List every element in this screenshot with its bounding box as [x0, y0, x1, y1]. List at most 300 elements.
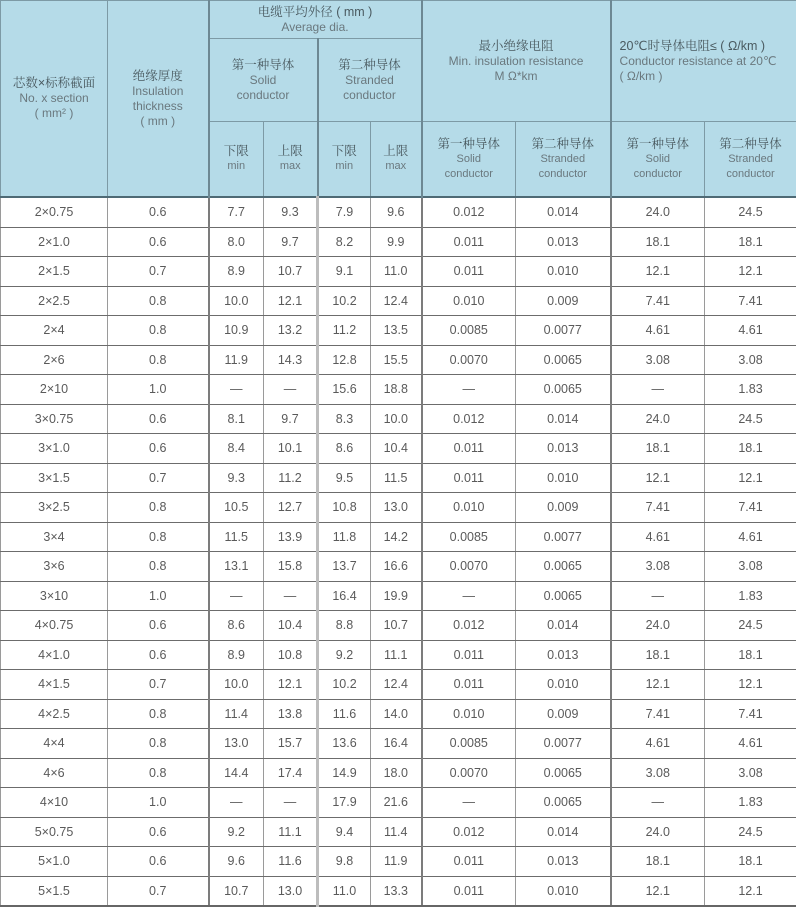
cell-insulation-thickness: 0.8 [108, 699, 209, 729]
cell-min-ins-res-solid: 0.011 [422, 257, 516, 287]
header-stranded-min [318, 122, 371, 198]
cell-stranded-dia-min: 11.8 [318, 522, 371, 552]
header-dia-stranded-en1: Stranded [345, 72, 394, 87]
cell-stranded-dia-max: 9.6 [371, 197, 422, 227]
cell-insulation-thickness: 0.8 [108, 493, 209, 523]
cell-insulation-thickness: 0.6 [108, 817, 209, 847]
cell-solid-dia-max: 17.4 [264, 758, 318, 788]
table-row [1, 699, 796, 729]
cell-min-ins-res-stranded: 0.010 [516, 463, 611, 493]
cell-min-ins-res-solid: 0.0070 [422, 345, 516, 375]
table-row [1, 463, 796, 493]
header-section-unit: ( mm² ) [34, 106, 74, 120]
cell-solid-dia-min: 10.0 [209, 286, 264, 316]
cell-cond-res-stranded: 1.83 [705, 375, 796, 405]
header-max-en: max [279, 160, 301, 172]
cell-cond-res-stranded: 7.41 [705, 493, 796, 523]
cell-section: 4×1.5 [1, 670, 108, 700]
cell-solid-dia-min: 9.6 [209, 847, 264, 877]
cell-solid-dia-min: 7.7 [209, 197, 264, 227]
table-row [1, 375, 796, 405]
cell-section: 3×1.5 [1, 463, 108, 493]
header-section-en: No. x section [19, 91, 89, 105]
table-row [1, 581, 796, 611]
cell-section: 4×0.75 [1, 611, 108, 641]
header-cond-res-stranded-en1: Stranded [728, 152, 773, 165]
cell-stranded-dia-min: 11.6 [318, 699, 371, 729]
cell-cond-res-solid: 18.1 [611, 640, 705, 670]
cell-insulation-thickness: 1.0 [108, 788, 209, 818]
cell-section: 3×0.75 [1, 404, 108, 434]
header-ins-res-solid [422, 122, 516, 198]
cell-stranded-dia-max: 18.8 [371, 375, 422, 405]
cell-cond-res-solid: 12.1 [611, 670, 705, 700]
cell-stranded-dia-max: 11.5 [371, 463, 422, 493]
cell-stranded-dia-min: 8.8 [318, 611, 371, 641]
header-ins-res-solid-zh: 第一种导体 [437, 136, 501, 151]
header-solid-max [264, 122, 318, 198]
table-row [1, 729, 796, 759]
cell-min-ins-res-stranded: 0.0065 [516, 375, 611, 405]
cell-min-ins-res-solid: — [422, 788, 516, 818]
cell-insulation-thickness: 0.6 [108, 611, 209, 641]
header-cond-res-solid-en2: conductor [633, 167, 682, 180]
cell-min-ins-res-stranded: 0.013 [516, 847, 611, 877]
cell-solid-dia-max: 11.6 [264, 847, 318, 877]
cell-section: 3×6 [1, 552, 108, 582]
cell-section: 3×4 [1, 522, 108, 552]
header-ins-res-stranded-zh: 第二种导体 [531, 136, 595, 151]
header-min-ins-res-unit: M Ω*km [494, 68, 538, 83]
cell-cond-res-solid: 24.0 [611, 817, 705, 847]
cell-stranded-dia-min: 9.2 [318, 640, 371, 670]
cell-section: 4×4 [1, 729, 108, 759]
cell-stranded-dia-max: 12.4 [371, 286, 422, 316]
cell-solid-dia-min: — [209, 788, 264, 818]
cell-cond-res-stranded: 24.5 [705, 197, 796, 227]
cell-solid-dia-max: 10.4 [264, 611, 318, 641]
cell-min-ins-res-solid: — [422, 375, 516, 405]
cell-min-ins-res-solid: 0.012 [422, 197, 516, 227]
header-cond-res-stranded-en2: conductor [726, 167, 775, 180]
cell-insulation-thickness: 0.6 [108, 434, 209, 464]
cell-cond-res-solid: 12.1 [611, 257, 705, 287]
cell-stranded-dia-min: 13.7 [318, 552, 371, 582]
cell-solid-dia-max: 13.2 [264, 316, 318, 346]
cell-min-ins-res-solid: 0.012 [422, 817, 516, 847]
header-ins-res-stranded-en1: Stranded [540, 152, 586, 165]
header-cond-res-unit: ( Ω/km ) [619, 68, 663, 83]
cell-min-ins-res-solid: 0.012 [422, 611, 516, 641]
cell-cond-res-stranded: 7.41 [705, 699, 796, 729]
cell-solid-dia-min: 8.0 [209, 227, 264, 257]
cell-stranded-dia-min: 16.4 [318, 581, 371, 611]
table-row [1, 197, 796, 227]
header-ins-res-stranded [516, 122, 611, 198]
cell-min-ins-res-solid: 0.011 [422, 463, 516, 493]
cell-stranded-dia-max: 16.6 [371, 552, 422, 582]
cell-cond-res-stranded: 7.41 [705, 286, 796, 316]
cell-cond-res-stranded: 4.61 [705, 729, 796, 759]
header-insulation [108, 1, 209, 198]
cell-solid-dia-min: 10.0 [209, 670, 264, 700]
cell-solid-dia-max: 15.8 [264, 552, 318, 582]
table-row [1, 876, 796, 906]
header-cond-res-solid [611, 122, 705, 198]
cell-solid-dia-max: 12.1 [264, 286, 318, 316]
header-min-zh: 下限 [223, 144, 249, 158]
header-cond-res-solid-zh: 第一种导体 [626, 136, 690, 151]
cell-section: 2×1.0 [1, 227, 108, 257]
header-avg-dia-en: Average dia. [281, 19, 349, 34]
table-body [1, 197, 796, 906]
cell-solid-dia-max: 13.0 [264, 876, 318, 906]
cell-min-ins-res-stranded: 0.0065 [516, 552, 611, 582]
cell-solid-dia-min: 11.9 [209, 345, 264, 375]
cell-solid-dia-max: 13.9 [264, 522, 318, 552]
header-insulation-unit: ( mm ) [140, 113, 176, 128]
cell-min-ins-res-solid: 0.012 [422, 404, 516, 434]
cell-insulation-thickness: 0.6 [108, 197, 209, 227]
cell-cond-res-stranded: 12.1 [705, 670, 796, 700]
header-insulation-en1: Insulation [132, 83, 184, 98]
header-dia-stranded [318, 39, 422, 122]
cell-min-ins-res-solid: 0.011 [422, 876, 516, 906]
table-row [1, 316, 796, 346]
cell-cond-res-solid: 18.1 [611, 847, 705, 877]
header-max-en: max [385, 160, 407, 172]
header-dia-stranded-en2: conductor [343, 87, 396, 102]
cell-cond-res-solid: 4.61 [611, 729, 705, 759]
cell-solid-dia-max: 11.1 [264, 817, 318, 847]
cell-stranded-dia-max: 21.6 [371, 788, 422, 818]
cell-min-ins-res-stranded: 0.009 [516, 286, 611, 316]
table-row [1, 847, 796, 877]
table-row [1, 817, 796, 847]
table-row [1, 257, 796, 287]
cell-stranded-dia-max: 10.0 [371, 404, 422, 434]
cell-min-ins-res-stranded: 0.0077 [516, 522, 611, 552]
header-solid-min [209, 122, 264, 198]
header-average-dia [209, 1, 422, 39]
cell-solid-dia-min: 11.5 [209, 522, 264, 552]
cell-insulation-thickness: 0.7 [108, 876, 209, 906]
cell-min-ins-res-stranded: 0.009 [516, 493, 611, 523]
cell-min-ins-res-stranded: 0.0065 [516, 758, 611, 788]
table-row [1, 758, 796, 788]
cell-insulation-thickness: 0.8 [108, 286, 209, 316]
cell-cond-res-stranded: 12.1 [705, 257, 796, 287]
table-header [1, 1, 796, 198]
cell-stranded-dia-max: 12.4 [371, 670, 422, 700]
header-max-zh: 上限 [277, 144, 303, 158]
table-row [1, 404, 796, 434]
cell-section: 2×4 [1, 316, 108, 346]
cell-cond-res-stranded: 3.08 [705, 552, 796, 582]
cell-section: 5×0.75 [1, 817, 108, 847]
table-row [1, 434, 796, 464]
cell-cond-res-stranded: 24.5 [705, 404, 796, 434]
header-avg-dia-zh: 电缆平均外径 ( mm ) [257, 4, 373, 19]
header-cond-res-solid-en1: Solid [645, 152, 671, 165]
cell-stranded-dia-max: 11.1 [371, 640, 422, 670]
cell-min-ins-res-solid: 0.010 [422, 286, 516, 316]
cell-stranded-dia-min: 15.6 [318, 375, 371, 405]
cell-insulation-thickness: 0.7 [108, 670, 209, 700]
cell-solid-dia-min: 9.3 [209, 463, 264, 493]
header-ins-res-solid-en2: conductor [444, 167, 493, 180]
cell-min-ins-res-solid: 0.0085 [422, 729, 516, 759]
cell-solid-dia-max: — [264, 788, 318, 818]
cell-min-ins-res-solid: 0.011 [422, 227, 516, 257]
header-conductor-resistance [611, 1, 796, 122]
cell-cond-res-solid: — [611, 581, 705, 611]
header-cond-res-en: Conductor resistance at 20℃ [619, 53, 777, 68]
cell-solid-dia-min: 10.5 [209, 493, 264, 523]
header-cond-res-stranded [705, 122, 796, 198]
cell-cond-res-solid: — [611, 375, 705, 405]
header-min-en: min [227, 160, 246, 172]
cell-cond-res-solid: 12.1 [611, 876, 705, 906]
cell-solid-dia-min: — [209, 581, 264, 611]
cell-solid-dia-min: 14.4 [209, 758, 264, 788]
cell-section: 5×1.5 [1, 876, 108, 906]
cell-min-ins-res-solid: 0.011 [422, 640, 516, 670]
cell-solid-dia-min: — [209, 375, 264, 405]
header-stranded-max [371, 122, 422, 198]
cell-min-ins-res-solid: 0.0085 [422, 522, 516, 552]
table-row [1, 286, 796, 316]
cell-cond-res-stranded: 3.08 [705, 758, 796, 788]
cell-insulation-thickness: 1.0 [108, 375, 209, 405]
cell-section: 3×10 [1, 581, 108, 611]
cell-insulation-thickness: 0.8 [108, 345, 209, 375]
cell-min-ins-res-solid: 0.011 [422, 847, 516, 877]
cell-section: 4×1.0 [1, 640, 108, 670]
cell-stranded-dia-min: 9.1 [318, 257, 371, 287]
cell-section: 2×0.75 [1, 197, 108, 227]
cell-cond-res-solid: 24.0 [611, 611, 705, 641]
cell-min-ins-res-solid: 0.011 [422, 434, 516, 464]
cell-min-ins-res-stranded: 0.014 [516, 404, 611, 434]
cell-stranded-dia-min: 17.9 [318, 788, 371, 818]
cell-cond-res-stranded: 18.1 [705, 847, 796, 877]
cell-min-ins-res-stranded: 0.014 [516, 197, 611, 227]
cell-solid-dia-max: 15.7 [264, 729, 318, 759]
cell-stranded-dia-min: 10.2 [318, 286, 371, 316]
cell-cond-res-solid: 24.0 [611, 404, 705, 434]
header-min-en: min [335, 160, 354, 172]
header-dia-solid-zh: 第一种导体 [231, 57, 295, 72]
cell-solid-dia-min: 11.4 [209, 699, 264, 729]
header-cond-res-stranded-zh: 第二种导体 [719, 136, 782, 151]
header-dia-stranded-zh: 第二种导体 [338, 57, 401, 72]
cell-section: 5×1.0 [1, 847, 108, 877]
cell-insulation-thickness: 0.8 [108, 552, 209, 582]
cell-stranded-dia-min: 9.5 [318, 463, 371, 493]
cell-cond-res-solid: 3.08 [611, 552, 705, 582]
cell-min-ins-res-stranded: 0.013 [516, 434, 611, 464]
cell-stranded-dia-max: 15.5 [371, 345, 422, 375]
cell-solid-dia-min: 8.9 [209, 257, 264, 287]
cell-insulation-thickness: 1.0 [108, 581, 209, 611]
cell-stranded-dia-max: 11.0 [371, 257, 422, 287]
cell-cond-res-solid: 7.41 [611, 286, 705, 316]
cell-stranded-dia-max: 13.5 [371, 316, 422, 346]
cell-solid-dia-min: 10.7 [209, 876, 264, 906]
cell-insulation-thickness: 0.6 [108, 640, 209, 670]
cell-solid-dia-max: 10.7 [264, 257, 318, 287]
header-dia-solid-en1: Solid [249, 72, 277, 87]
cell-min-ins-res-stranded: 0.014 [516, 817, 611, 847]
cell-cond-res-solid: 4.61 [611, 522, 705, 552]
cell-min-ins-res-stranded: 0.0065 [516, 345, 611, 375]
cell-min-ins-res-stranded: 0.0065 [516, 788, 611, 818]
cell-cond-res-stranded: 4.61 [705, 316, 796, 346]
cell-solid-dia-max: 10.1 [264, 434, 318, 464]
cell-stranded-dia-min: 8.6 [318, 434, 371, 464]
cell-stranded-dia-max: 11.9 [371, 847, 422, 877]
cell-solid-dia-min: 13.0 [209, 729, 264, 759]
cell-stranded-dia-min: 10.8 [318, 493, 371, 523]
cell-section: 4×6 [1, 758, 108, 788]
cell-section: 3×2.5 [1, 493, 108, 523]
cell-insulation-thickness: 0.8 [108, 316, 209, 346]
cell-stranded-dia-min: 11.2 [318, 316, 371, 346]
header-min-ins-res-en: Min. insulation resistance [448, 53, 584, 68]
cell-min-ins-res-stranded: 0.013 [516, 640, 611, 670]
cell-stranded-dia-min: 9.8 [318, 847, 371, 877]
cell-solid-dia-min: 8.1 [209, 404, 264, 434]
cell-stranded-dia-min: 14.9 [318, 758, 371, 788]
cell-cond-res-stranded: 18.1 [705, 434, 796, 464]
cell-cond-res-stranded: 12.1 [705, 876, 796, 906]
cell-stranded-dia-min: 9.4 [318, 817, 371, 847]
header-ins-res-solid-en1: Solid [456, 152, 481, 165]
cell-cond-res-solid: 12.1 [611, 463, 705, 493]
cell-solid-dia-max: 12.1 [264, 670, 318, 700]
cell-solid-dia-max: — [264, 581, 318, 611]
cell-min-ins-res-stranded: 0.014 [516, 611, 611, 641]
cell-section: 2×2.5 [1, 286, 108, 316]
cell-insulation-thickness: 0.8 [108, 522, 209, 552]
cell-stranded-dia-min: 10.2 [318, 670, 371, 700]
cell-cond-res-stranded: 1.83 [705, 581, 796, 611]
cell-section: 2×6 [1, 345, 108, 375]
cell-min-ins-res-solid: 0.010 [422, 493, 516, 523]
cell-insulation-thickness: 0.6 [108, 227, 209, 257]
cell-stranded-dia-max: 10.4 [371, 434, 422, 464]
cell-min-ins-res-solid: 0.0070 [422, 552, 516, 582]
cell-stranded-dia-max: 14.2 [371, 522, 422, 552]
header-min-ins-res-zh: 最小绝缘电阻 [478, 38, 554, 53]
cell-solid-dia-max: 9.7 [264, 404, 318, 434]
cell-insulation-thickness: 0.7 [108, 257, 209, 287]
cell-min-ins-res-stranded: 0.009 [516, 699, 611, 729]
cell-min-ins-res-stranded: 0.010 [516, 670, 611, 700]
cell-min-ins-res-solid: 0.010 [422, 699, 516, 729]
cell-solid-dia-max: — [264, 375, 318, 405]
cell-insulation-thickness: 0.6 [108, 847, 209, 877]
cell-stranded-dia-max: 11.4 [371, 817, 422, 847]
cell-section: 2×1.5 [1, 257, 108, 287]
cell-stranded-dia-max: 16.4 [371, 729, 422, 759]
cell-min-ins-res-stranded: 0.0065 [516, 581, 611, 611]
header-cond-res-zh: 20℃时导体电阻≤ ( Ω/km ) [619, 38, 766, 53]
header-insulation-zh: 绝缘厚度 [132, 68, 183, 83]
cell-section: 3×1.0 [1, 434, 108, 464]
cell-solid-dia-min: 8.6 [209, 611, 264, 641]
cell-stranded-dia-max: 19.9 [371, 581, 422, 611]
cell-cond-res-solid: 4.61 [611, 316, 705, 346]
cell-solid-dia-max: 9.7 [264, 227, 318, 257]
cell-stranded-dia-min: 12.8 [318, 345, 371, 375]
cell-min-ins-res-solid: 0.011 [422, 670, 516, 700]
cell-cond-res-solid: 7.41 [611, 699, 705, 729]
cell-insulation-thickness: 0.7 [108, 463, 209, 493]
header-insulation-en2: thickness [132, 98, 183, 113]
cell-solid-dia-max: 10.8 [264, 640, 318, 670]
cell-min-ins-res-solid: 0.0070 [422, 758, 516, 788]
cell-insulation-thickness: 0.6 [108, 404, 209, 434]
cell-cond-res-stranded: 24.5 [705, 817, 796, 847]
cell-stranded-dia-max: 13.0 [371, 493, 422, 523]
cell-cond-res-stranded: 18.1 [705, 640, 796, 670]
cell-min-ins-res-stranded: 0.0077 [516, 729, 611, 759]
cell-min-ins-res-stranded: 0.013 [516, 227, 611, 257]
table-row [1, 788, 796, 818]
cell-cond-res-stranded: 18.1 [705, 227, 796, 257]
cell-cond-res-stranded: 3.08 [705, 345, 796, 375]
cell-stranded-dia-max: 9.9 [371, 227, 422, 257]
cell-section: 4×2.5 [1, 699, 108, 729]
header-section-zh: 芯数×标称截面 [12, 76, 96, 90]
cell-solid-dia-max: 14.3 [264, 345, 318, 375]
cell-stranded-dia-min: 8.3 [318, 404, 371, 434]
cell-insulation-thickness: 0.8 [108, 758, 209, 788]
header-ins-res-stranded-en2: conductor [538, 167, 587, 180]
cell-cond-res-stranded: 24.5 [705, 611, 796, 641]
cell-cond-res-solid: 7.41 [611, 493, 705, 523]
table-row [1, 493, 796, 523]
cell-cond-res-stranded: 12.1 [705, 463, 796, 493]
cell-cond-res-solid: 24.0 [611, 197, 705, 227]
table-row [1, 227, 796, 257]
cell-cond-res-solid: — [611, 788, 705, 818]
cell-stranded-dia-min: 11.0 [318, 876, 371, 906]
cell-stranded-dia-min: 13.6 [318, 729, 371, 759]
table-row [1, 345, 796, 375]
cell-min-ins-res-stranded: 0.010 [516, 257, 611, 287]
cell-insulation-thickness: 0.8 [108, 729, 209, 759]
cell-solid-dia-max: 11.2 [264, 463, 318, 493]
cell-min-ins-res-solid: — [422, 581, 516, 611]
cell-min-ins-res-stranded: 0.0077 [516, 316, 611, 346]
cell-stranded-dia-max: 13.3 [371, 876, 422, 906]
cell-stranded-dia-max: 18.0 [371, 758, 422, 788]
header-dia-solid-en2: conductor [236, 87, 290, 102]
cell-cond-res-stranded: 4.61 [705, 522, 796, 552]
cell-section: 4×10 [1, 788, 108, 818]
table-row [1, 611, 796, 641]
cell-min-ins-res-solid: 0.0085 [422, 316, 516, 346]
header-min-insulation-resistance [422, 1, 611, 122]
cell-cond-res-stranded: 1.83 [705, 788, 796, 818]
header-min-zh: 下限 [331, 144, 357, 158]
cell-solid-dia-max: 9.3 [264, 197, 318, 227]
cell-solid-dia-min: 10.9 [209, 316, 264, 346]
cell-solid-dia-max: 13.8 [264, 699, 318, 729]
